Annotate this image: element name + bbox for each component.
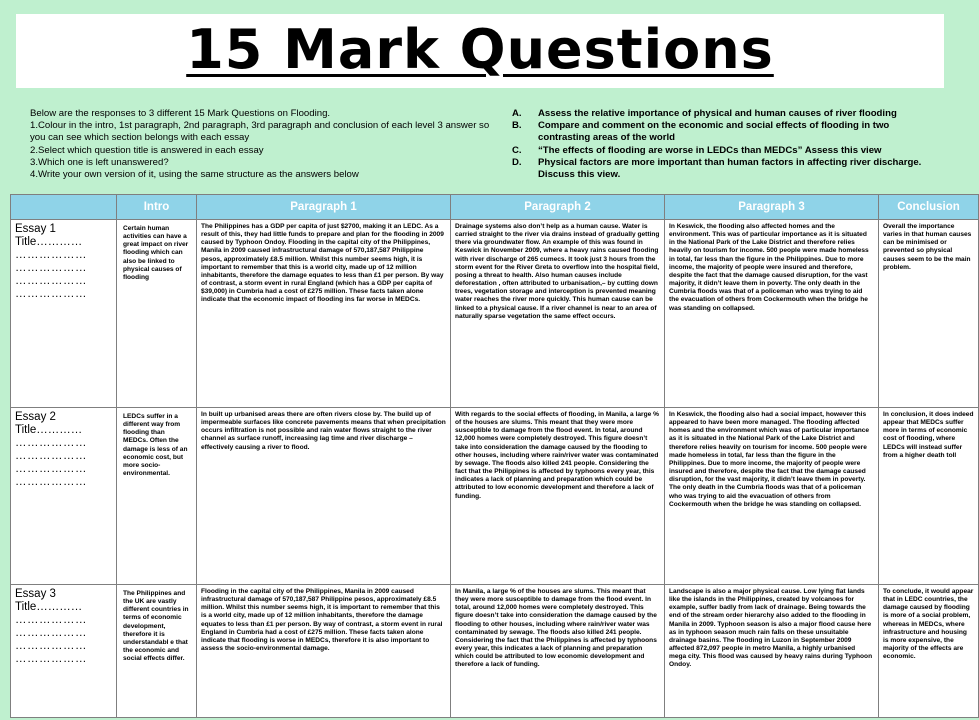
header-paragraph-1: Paragraph 1 (197, 195, 451, 220)
header-conclusion: Conclusion (879, 195, 979, 220)
essay-label-cell (11, 408, 117, 585)
header-paragraph-2: Paragraph 2 (451, 195, 665, 220)
question-letter: D. (512, 156, 522, 168)
instruction-1: 1.Colour in the intro, 1st paragraph, 2nd paragraph, 3rd paragraph and conclusion of each level 3 answer so you can see which section belongs with each essay (30, 120, 490, 144)
instruction-3: 3.Which one is left unanswered? (30, 156, 169, 168)
header-intro: Intro (117, 195, 197, 220)
paragraph-1-cell: The Philippines has a GDP per capita of just $2700, making it an LEDC. As a result of this, they had little funds to prepare and plan for the flooding in 2009 caused by Typhoon Ondoy. Flooding in the capital city of the Philippines, Manila in 2009 caused infrastructural damage of 570,187,587 Philippine pesos, approximately £8.5 million. Whilst this number seems high, it is important to remember that this is a world city, made up of 12 million inhabitants, therefore the damage equates to less than £1 per person. By way of contrast, a storm event in rural England (which has a GDP per capita of $39,000) in Cumbria had a cost of £275 million. These facts taken alone indicate that the economic impact of flooding ins far worse in MEDCs. (197, 220, 451, 408)
question-item (512, 145, 944, 157)
conclusion-cell: To conclude, it would appear that in LEDC countries, the damage caused by flooding is more of a social problem, whereas in MEDCs, where infrastructure and housing is more expensive, the majority of the effects are economic. (879, 585, 979, 718)
question-item (512, 157, 944, 181)
title-blank-line: ……………… (15, 640, 87, 652)
essay-title-label: Title………… (15, 424, 83, 436)
title-blank-line: ……………… (15, 653, 87, 665)
question-text: “The effects of flooding are worse in LEDCs than MEDCs” Assess this view (538, 144, 882, 156)
essay-title-label: Title………… (15, 601, 83, 613)
intro-cell: LEDCs suffer in a different way from flooding than MEDCs. Often the damage is less of an economic cost, but more socio-environmental. (117, 408, 197, 585)
table-header-row (11, 195, 979, 220)
question-text: Physical factors are more important than human factors in affecting river discharge. Discuss this view. (538, 156, 922, 181)
essay-name: Essay 1 (15, 223, 56, 235)
title-blank-line: ……………… (15, 627, 87, 639)
paragraph-2-cell: In Manila, a large % of the houses are slums. This meant that they were more susceptible to damage from the flood event. In total, around 12,000 homes were completely destroyed. This figure doesn’t take into consideration the damage caused by the flooding to other houses, including where rain/river water was contaminated by sewage. The floods also killed 241 people. Considering the fact that the Philippines is affected by typhoons every year, this indicates a lack of planning and preparation which could be attributed to low economic development and therefore a lack of funding. (451, 585, 665, 718)
title-blank-line: ……………… (15, 476, 87, 488)
essay-table (10, 194, 979, 718)
question-letter: B. (512, 120, 522, 132)
title-blank-line: ……………… (15, 437, 87, 449)
question-item (512, 120, 944, 144)
paragraph-2-cell: Drainage systems also don’t help as a human cause. Water is carried straight to the river via drains instead of gradually getting there via groundwater flow. An example of this was found in Keswick in November 2009, where a heavy rains caused flooding with river discharge of 265 cumecs. It took just 3 hours from the storm event for the River Greta to overflow into the hospital field, posing a threat to health. Also human causes include deforestation , often attributed to urbanisation,– by cutting down trees, vegetation storage and interception is prevented meaning water reaches the river more quickly. This human cause can be linked to a physical cause. If a river channel is near to an area of naturally sparse vegetation the same effect occurs. (451, 220, 665, 408)
question-list (512, 108, 944, 181)
title-banner (16, 14, 944, 88)
instruction-intro: Below are the responses to 3 different 15 Mark Questions on Flooding. (30, 108, 331, 119)
question-item (512, 108, 944, 120)
paragraph-3-cell: Landscape is also a major physical cause. Low lying flat lands like the islands in the Philippines, created by volcanoes for example, suffer badly from lack of drainage. Being towards the end of the stream order hierarchy also added to the flooding in Manila in 2009. Typhoon season is also a major flood cause here as in typhoon season much rain falls on these unsuitable drainage basins. The flooding in Luzon in September 2009 affected 872,097 people in metro Manila, a highly urbanised mega city. This flood was caused by heavy rains during Typhoon Ondoy. (665, 585, 879, 718)
essay-name: Essay 3 (15, 588, 56, 600)
title-blank-line: ……………… (15, 450, 87, 462)
table-row (11, 220, 979, 408)
essay-name: Essay 2 (15, 411, 56, 423)
essay-label-cell (11, 220, 117, 408)
paragraph-3-cell: In Keswick, the flooding also had a social impact, however this appeared to have been more managed. The flooding affected homes and the environment which was of particular importance as it is situated in the National Park of the Lake District and therefore relies heavily on tourism for income. 500 people were made homeless in total, far less than the figure in the Philippines. Due to more income, the majority of people were insured and therefore, despite the fact that the damage caused disruption, for the vast majority, it didn’t leave them in poverty. The only death in the Cumbria floods was that of a policeman who was trying to aid the evacuation of others from Cockermouth when the bridge he was standing on collapsed. (665, 408, 879, 585)
table-row (11, 408, 979, 585)
title-blank-line: ……………… (15, 249, 87, 261)
title-blank-line: ……………… (15, 275, 87, 287)
paragraph-1-cell: In built up urbanised areas there are often rivers close by. The build up of impermeable surfaces like concrete pavements means that when precipitation occurs infiltration is not possible and rain water flows straight to the river channel as surface runoff, increasing lag time and river discharge – effectively causing a river to flood. (197, 408, 451, 585)
table-row (11, 585, 979, 718)
intro-cell: The Philippines and the UK are vastly different countries in terms of economic development, therefore it is understandabl e that the economic and social effects differ. (117, 585, 197, 718)
instruction-2: 2.Select which question title is answered in each essay (30, 144, 264, 156)
intro-cell: Certain human activities can have a great impact on river flooding which can also be linked to physical causes of flooding (117, 220, 197, 408)
question-letter: A. (512, 108, 522, 119)
essay-title-label: Title………… (15, 236, 83, 248)
header-blank (11, 195, 117, 220)
question-letter: C. (512, 144, 522, 156)
title-blank-line: ……………… (15, 463, 87, 475)
title-blank-line: ……………… (15, 262, 87, 274)
page-title: 15 Mark Questions (186, 18, 774, 81)
paragraph-3-cell: In Keswick, the flooding also affected homes and the environment. This was of particular importance as it is situated in the National Park of the Lake District and therefore relies heavily on tourism for income. 500 people were made homeless in total, far less than the figure in the Philippines. Due to more income, the majority of people were insured and therefore, despite the fact that the damage caused disruption, for the vast majority, it didn’t leave them in poverty. The only death in the Cumbria floods was that of a policeman who was trying to aid the evacuation of others from Cockermouth when the bridge he was standing on collapsed. (665, 220, 879, 408)
instructions (30, 108, 500, 181)
title-blank-line: ……………… (15, 614, 87, 626)
paragraph-1-cell: Flooding in the capital city of the Philippines, Manila in 2009 caused infrastructural damage of 570,187,587 Philippine pesos, approximately £8.5 million. Whilst this number seems high, it is important to remember that this is a world city, made up of 12 million inhabitants, therefore the damage equates to less than £1 per person. By way of contrast, a storm event in rural England in Cumbria had a cost of £275 million. These facts taken alone indicate that flooding is worse in MEDCs, therefore it is also important to assess the socio-environmental damage. (197, 585, 451, 718)
essay-label-cell (11, 585, 117, 718)
conclusion-cell: Overall the importance varies in that human causes can be minimised or prevented so physical causes seem to be the main problem. (879, 220, 979, 408)
title-blank-line: ……………… (15, 288, 87, 300)
header-paragraph-3: Paragraph 3 (665, 195, 879, 220)
question-text: Assess the relative importance of physical and human causes of river flooding (538, 108, 897, 119)
conclusion-cell: In conclusion, it does indeed appear that MEDCs suffer more in terms of economic cost of flooding, where LEDCs will instead suffer from a higher death toll (879, 408, 979, 585)
question-text: Compare and comment on the economic and social effects of flooding in two contrasting areas of the world (538, 120, 890, 144)
paragraph-2-cell: With regards to the social effects of flooding, in Manila, a large % of the houses are slums. This meant that they were more susceptible to damage from the flood event. In total, around 12,000 homes were completely destroyed. This figure doesn’t take into consideration the damage caused by the flooding to other houses, including where rain/river water was contaminated by sewage. The floods also killed 241 people. Considering the fact that the Philippines is affected by typhoons every year, this indicates a lack of planning and preparation which could be attributed to low economic development and therefore a lack of funding. (451, 408, 665, 585)
instruction-4: 4.Write your own version of it, using the same structure as the answers below (30, 169, 359, 181)
